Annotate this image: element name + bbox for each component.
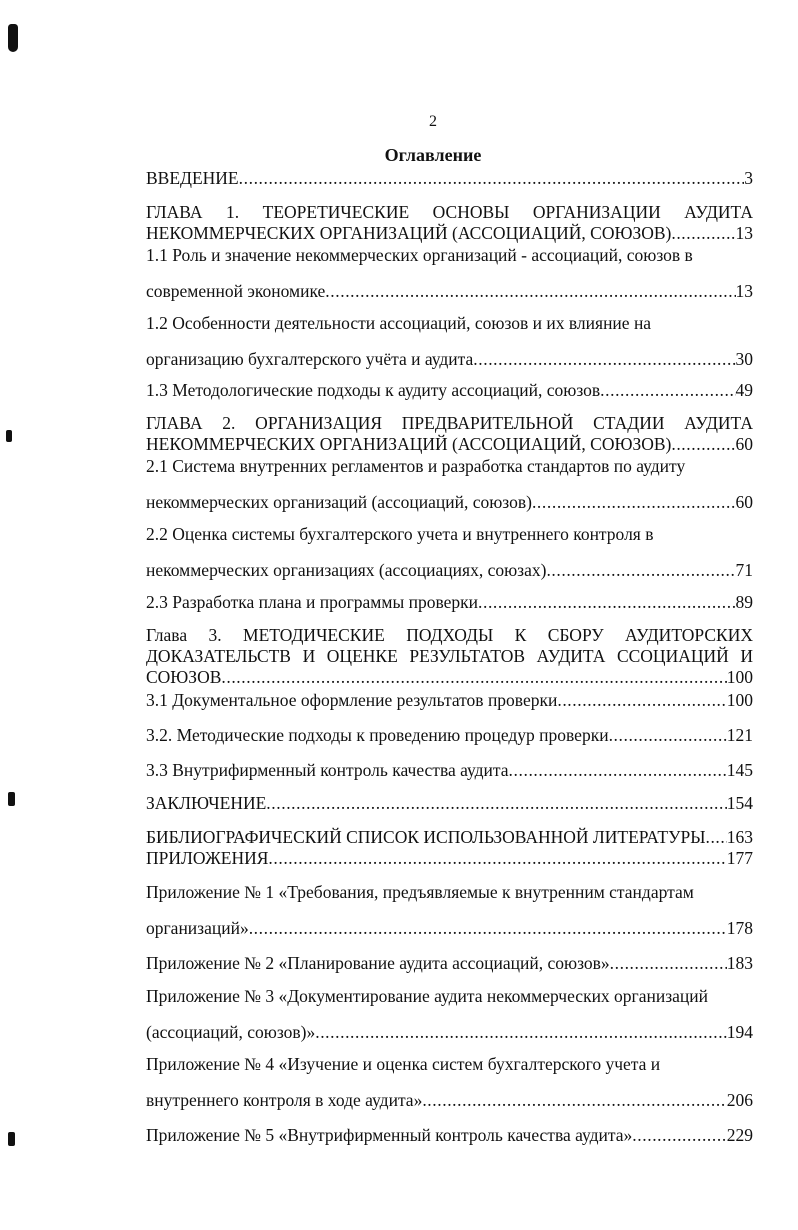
dot-leader [557, 690, 726, 711]
toc-entry-page: 13 [735, 281, 753, 301]
toc-entry-line: Приложение № 3 «Документирование аудита некоммерческих организаций [146, 986, 709, 1006]
toc-entry-line: Глава 3. МЕТОДИЧЕСКИЕ ПОДХОДЫ К СБОРУ АУДИТОРСКИХ [146, 625, 753, 645]
dot-leader [221, 667, 726, 688]
toc-entry-title: современной экономике [146, 281, 326, 301]
toc-entry-title: ПРИЛОЖЕНИЯ [146, 848, 269, 868]
dot-leader [671, 434, 735, 455]
scan-artifact [8, 24, 18, 52]
toc-entry-introduction [146, 168, 753, 189]
toc-entry-appendix-3 [146, 986, 753, 1043]
toc-entry-page: 30 [735, 349, 753, 369]
toc-entry-title: Приложение № 2 «Планирование аудита ассоциаций, союзов» [146, 953, 610, 973]
toc-entry-title: 1.3 Методологические подходы к аудиту ассоциаций, союзов [146, 380, 601, 400]
toc-entry-line: 1.1 Роль и значение некоммерческих организаций - ассоциаций, союзов в [146, 245, 693, 265]
dot-leader [609, 725, 727, 746]
dot-leader [315, 1022, 727, 1043]
dot-leader [532, 492, 736, 513]
toc-entry-page: 163 [726, 827, 753, 847]
toc-entry-page: 49 [735, 380, 753, 400]
dot-leader [632, 1125, 726, 1146]
toc-entry-appendix-5 [146, 1125, 753, 1146]
toc-entry-page: 154 [726, 793, 753, 813]
toc-entry-page: 145 [726, 760, 753, 780]
dot-leader [239, 168, 745, 189]
toc-entry-chapter-1 [146, 202, 753, 244]
toc-entry-page: 89 [735, 592, 753, 612]
scan-artifact [6, 430, 12, 442]
toc-entry-line: ГЛАВА 2. ОРГАНИЗАЦИЯ ПРЕДВАРИТЕЛЬНОЙ СТАДИИ АУДИТА [146, 413, 753, 433]
toc-entry-3-3 [146, 760, 753, 781]
page-number: 2 [429, 113, 437, 130]
toc-entry-line: Приложение № 1 «Требования, предъявляемые к внутренним стандартам [146, 882, 694, 902]
dot-leader [671, 223, 735, 244]
toc-entry-appendix-1 [146, 882, 753, 939]
toc-entry-title: 3.2. Методические подходы к проведению процедур проверки [146, 725, 609, 745]
toc-entry-1-3 [146, 380, 753, 401]
dot-leader [268, 848, 726, 869]
toc-entry-appendices [146, 848, 753, 869]
toc-entry-line: 2.1 Система внутренних регламентов и разработка стандартов по аудиту [146, 456, 686, 476]
toc-entry-line: 1.2 Особенности деятельности ассоциаций, союзов и их влияние на [146, 313, 652, 333]
toc-entry-page: 178 [726, 918, 753, 938]
toc-entry-line: 2.2 Оценка системы бухгалтерского учета и внутреннего контроля в [146, 524, 654, 544]
toc-entry-line: ГЛАВА 1. ТЕОРЕТИЧЕСКИЕ ОСНОВЫ ОРГАНИЗАЦИИ АУДИТА [146, 202, 753, 222]
toc-entry-title: организацию бухгалтерского учёта и аудита [146, 349, 474, 369]
toc-entry-chapter-2 [146, 413, 753, 455]
toc-entry-2-3 [146, 592, 753, 613]
scan-artifact [8, 792, 15, 806]
dot-leader [266, 793, 726, 814]
toc-entry-3-1 [146, 690, 753, 711]
toc-entry-2-2 [146, 524, 753, 581]
toc-entry-page: 71 [735, 560, 753, 580]
scan-artifact [8, 1132, 15, 1146]
toc-entry-appendix-2 [146, 953, 753, 974]
dot-leader [546, 560, 735, 581]
toc-entry-page: 177 [726, 848, 753, 868]
dot-leader [600, 380, 735, 401]
toc-entry-page: 100 [726, 667, 753, 687]
toc-entry-3-2 [146, 725, 753, 746]
dot-leader [705, 827, 726, 848]
toc-entry-title: ЗАКЛЮЧЕНИЕ [146, 793, 267, 813]
toc-entry-title: 3.1 Документальное оформление результатов проверки [146, 690, 558, 710]
toc-entry-page: 13 [735, 223, 753, 243]
toc-entry-title: (ассоциаций, союзов)» [146, 1022, 316, 1042]
toc-entry-title: некоммерческих организациях (ассоциациях, союзах) [146, 560, 547, 580]
dot-leader [473, 349, 735, 370]
toc-entry-title: организаций» [146, 918, 249, 938]
toc-entry-title: Приложение № 5 «Внутрифирменный контроль качества аудита» [146, 1125, 633, 1145]
toc-entry-title: НЕКОММЕРЧЕСКИХ ОРГАНИЗАЦИЙ (АССОЦИАЦИЙ, СОЮЗОВ) [146, 434, 672, 454]
toc-entry-2-1 [146, 456, 753, 513]
toc-entry-page: 194 [726, 1022, 753, 1042]
toc-entry-title: 3.3 Внутрифирменный контроль качества аудита [146, 760, 509, 780]
toc-entry-1-2 [146, 313, 753, 370]
toc-entry-chapter-3 [146, 625, 753, 688]
toc-entry-page: 100 [726, 690, 753, 710]
dot-leader [249, 918, 727, 939]
toc-entry-line: ДОКАЗАТЕЛЬСТВ И ОЦЕНКЕ РЕЗУЛЬТАТОВ АУДИТА ССОЦИАЦИЙ И [146, 646, 753, 666]
toc-entry-page: 60 [735, 434, 753, 454]
toc-entry-title: НЕКОММЕРЧЕСКИХ ОРГАНИЗАЦИЙ (АССОЦИАЦИЙ, СОЮЗОВ) [146, 223, 672, 243]
toc-entry-title: СОЮЗОВ [146, 667, 222, 687]
toc-entry-page: 60 [735, 492, 753, 512]
dot-leader [422, 1090, 726, 1111]
toc-entry-page: 121 [726, 725, 753, 745]
toc-title: Оглавление [384, 145, 482, 165]
toc-entry-line: Приложение № 4 «Изучение и оценка систем бухгалтерского учета и [146, 1054, 661, 1074]
toc-entry-conclusion [146, 793, 753, 814]
toc-entry-bibliography [146, 827, 753, 848]
toc-entry-appendix-4 [146, 1054, 753, 1111]
toc-entry-title: 2.3 Разработка плана и программы проверки [146, 592, 478, 612]
toc-entry-title: внутреннего контроля в ходе аудита» [146, 1090, 423, 1110]
toc-entry-1-1 [146, 245, 753, 302]
dot-leader [509, 760, 727, 781]
dot-leader [478, 592, 736, 613]
toc-entry-page: 3 [744, 168, 753, 188]
toc-entry-title: ВВЕДЕНИЕ [146, 168, 239, 188]
dot-leader [610, 953, 727, 974]
toc-entry-title: БИБЛИОГРАФИЧЕСКИЙ СПИСОК ИСПОЛЬЗОВАННОЙ ЛИТЕРАТУРЫ [146, 827, 706, 847]
toc-entry-title: некоммерческих организаций (ассоциаций, союзов) [146, 492, 532, 512]
dot-leader [325, 281, 735, 302]
toc-entry-page: 206 [726, 1090, 753, 1110]
toc-entry-page: 229 [726, 1125, 753, 1145]
toc-entry-page: 183 [726, 953, 753, 973]
